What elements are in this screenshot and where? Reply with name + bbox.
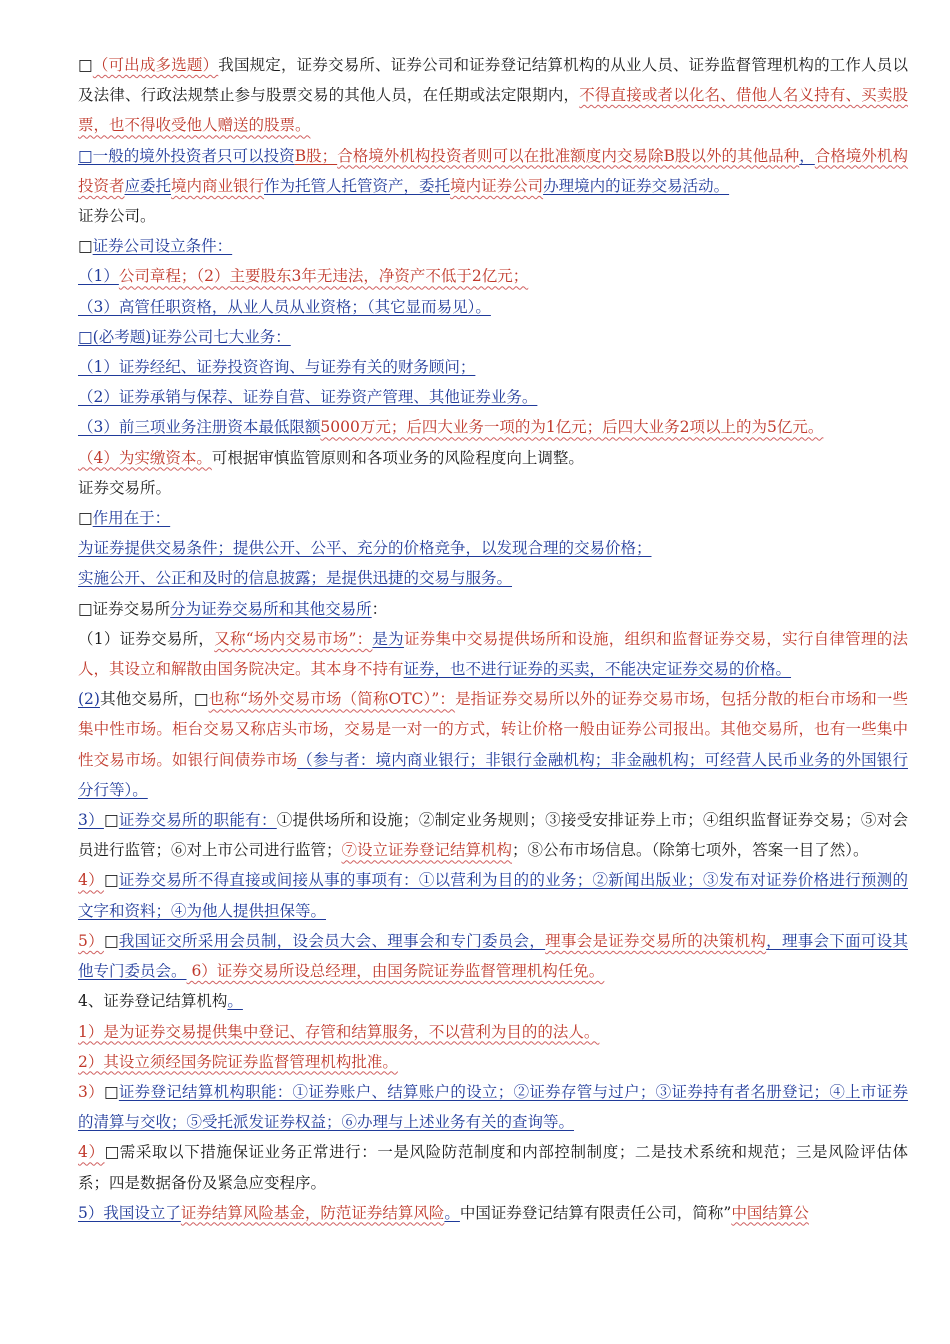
text-run: 实施公开、公正和及时的信息披露；是提供迅捷的交易与服务。	[78, 569, 513, 588]
text-run: □需采取以下措施保证业务正常进行：一是风险防范制度和内部控制制度；二是技术系统和规范；三是风险评估体系；四是数据备份及紧急应变程序。	[78, 1143, 908, 1192]
text-run: 2）其设立须经国务院证券监督管理机构批准。	[78, 1052, 398, 1071]
text-run: 证券交易所。	[78, 478, 172, 497]
text-run: 可根据审慎监管原则和各项业务的风险程度向上调整。	[211, 448, 584, 467]
text-run: 中国结算公	[731, 1203, 809, 1222]
paragraph-p4	[78, 231, 908, 261]
paragraph-p11	[78, 443, 908, 473]
text-run: 境内商业银行	[171, 176, 265, 195]
text-run: 中国证券登记结算有限责任公司，简称”	[459, 1203, 732, 1222]
text-run: 1）是为证券交易提供集中登记、存管和结算服务，不以营利为目的的法人。	[78, 1022, 600, 1041]
text-run: □	[103, 1082, 119, 1101]
text-run: （1）证券交易所，	[78, 629, 215, 648]
text-run: 证券，也不进行证券的买卖，不能决定证券交易的价格。	[403, 660, 792, 679]
paragraph-p21	[78, 926, 908, 986]
paragraph-p8	[78, 352, 908, 382]
text-run: （3）前三项业务注册资本最低限额	[78, 418, 321, 437]
paragraph-p12	[78, 473, 908, 503]
paragraph-p20	[78, 865, 908, 925]
text-run: 也称“场外交易市场（简称OTC）”：	[208, 690, 456, 709]
text-run: 作为托管人托管资产，委托	[264, 176, 451, 195]
text-run: □证券交易所	[78, 599, 171, 618]
text-run: 合格境外机构投资者则可以在批准额度内交易除B股以外的其他品种	[337, 146, 800, 165]
paragraph-p24	[78, 1047, 908, 1077]
text-run: 证券集中交易提供场所和设施，组织和监督证券交易，实行自律管理的法人，其设立和解散由国务院决定。其本身不持有	[78, 629, 908, 679]
text-run: 。	[227, 992, 243, 1011]
paragraph-p3	[78, 201, 908, 231]
text-run: 应委托	[124, 176, 172, 195]
text-run: （3）高管任职资格，从业人员从业资格；（其它显而易见）。	[78, 297, 491, 316]
text-run: 证券交易所的职能有：	[118, 811, 277, 830]
text-run: □	[78, 237, 93, 256]
text-run: ；⑧公布市场信息。（除第七项外，答案一目了然）。	[512, 841, 869, 860]
text-run: ⑦设立证券登记结算机构	[341, 841, 513, 860]
paragraph-p18	[78, 684, 908, 805]
paragraph-p17	[78, 624, 908, 684]
text-run: 4、证券登记结算机构	[78, 992, 228, 1011]
text-run: (2)	[78, 690, 100, 709]
text-run: 证券公司。	[78, 207, 156, 226]
paragraph-p25	[78, 1077, 908, 1137]
text-run: 办理境内的证券交易活动。	[543, 176, 730, 195]
paragraph-p10	[78, 412, 908, 442]
text-run: 公司章程；（2）主要股东3年无违法，净资产不低于2亿元；	[118, 267, 529, 286]
paragraph-p7	[78, 322, 908, 352]
text-run: 5）	[78, 931, 104, 950]
paragraph-p26	[78, 1137, 908, 1197]
text-run: 其他交易所，□	[99, 690, 209, 709]
paragraph-p13	[78, 503, 908, 533]
text-run: （1）	[78, 267, 119, 286]
text-run: 6）证券交易所设总经理，由国务院证券监督管理机构任免。	[186, 962, 605, 981]
paragraph-p1	[78, 50, 908, 141]
paragraph-p6	[78, 292, 908, 322]
text-run: □	[103, 931, 119, 950]
text-run: 4）	[78, 871, 104, 890]
text-run: 5）我国设立了	[78, 1203, 181, 1222]
paragraph-p14	[78, 533, 908, 563]
text-run: 5000万元；后四大业务一项的为1亿元；后四大业务2项以上的为5亿元。	[320, 418, 824, 437]
text-run: 是为	[372, 629, 404, 648]
paragraph-p16	[78, 594, 908, 624]
text-run: 又称“场内交易市场”：	[214, 629, 373, 648]
text-run: 为证券提供交易条件；提供公开、公平、充分的价格竞争，以发现合理的交易价格；	[78, 539, 652, 558]
text-run: 合格境外机构投资者	[78, 146, 908, 195]
text-run: 我国证交所采用会员制，设会员大会、理事会和专门委员会，	[118, 931, 546, 950]
text-run: （2）证券承销与保荐、证券自营、证券资产管理、其他证券业务。	[78, 388, 538, 407]
text-run: □	[103, 811, 119, 830]
text-run: 4）	[78, 1143, 105, 1162]
text-run: 证券公司设立条件：	[92, 237, 233, 256]
text-run: 理事会是证券交易所的决策机构	[545, 931, 767, 950]
text-run: ，	[799, 146, 815, 165]
text-run: 证券交易所不得直接或间接从事的事项有：①以营利为目的的业务；②新闻出版业；③发布对证券价格进行预测的文字和资料；④为他人提供担保等。	[78, 871, 908, 920]
paragraph-p23	[78, 1017, 908, 1047]
text-run: 。	[444, 1203, 460, 1222]
text-run: 证券登记结算机构职能：①证券账户、结算账户的设立；②证券存管与过户；③证券持有者名册登记；④上市证券的清算与交收；⑤受托派发证券权益；⑥办理与上述业务有关的查询等。	[78, 1082, 908, 1132]
paragraph-p2	[78, 141, 908, 201]
text-run: 3）	[78, 1082, 104, 1101]
paragraph-p22	[78, 986, 908, 1016]
document-body	[78, 50, 908, 1228]
paragraph-p27	[78, 1198, 908, 1228]
text-run: 是指证券交易所以外的证券交易市场，包括分散的柜台市场和一些集中性市场。柜台交易又称店头市场，交易是一对一的方式，转让价格一般由证券公司报出。其他交易所，也有一些集中性交易市场。如银行间债券市场	[78, 690, 908, 769]
text-run: 3）	[78, 811, 104, 830]
text-run: ：	[371, 599, 388, 618]
text-run: 我国规定，证券交易所、证券公司和证券登记结算机构的从业人员、证券监督管理机构的工作人员以及法律、行政法规禁止参与股票交易的其他人员，在任期或法定限期内，	[78, 56, 908, 105]
text-run: ①提供场所和设施；②制定业务规则；③接受安排证券上市；④组织监督证券交易；⑤对会员进行监管；⑥对上市公司进行监管；	[78, 811, 908, 860]
text-run: （可出成多选题）	[92, 56, 219, 74]
text-run: （4）为实缴资本。	[78, 448, 212, 467]
text-run: 不得直接或者以化名、借他人名义持有、买卖股票，也不得收受他人赠送的股票。	[78, 86, 908, 135]
text-run: □一般的境外投资者只可以投资	[78, 146, 295, 165]
paragraph-p15	[78, 563, 908, 593]
text-run: （1）证券经纪、证券投资咨询、与证券有关的财务顾问；	[78, 358, 476, 377]
text-run: ，理事会下面可设其他专门委员会。	[78, 931, 908, 981]
text-run: □	[78, 509, 93, 528]
text-run: □	[103, 871, 119, 890]
text-run: □(必考题)证券公司七大业务：	[78, 327, 291, 346]
text-run: 作用在于：	[92, 509, 171, 528]
text-run: 分为证券交易所和其他交易所	[170, 599, 372, 618]
paragraph-p19	[78, 805, 908, 865]
text-run: B股；	[294, 146, 338, 165]
paragraph-p9	[78, 382, 908, 412]
text-run: □	[78, 56, 93, 74]
text-run: 境内证券公司	[450, 176, 544, 195]
text-run: 证券结算风险基金，防范证券结算风险	[180, 1203, 445, 1222]
paragraph-p5	[78, 261, 908, 291]
text-run: （参与者：境内商业银行；非银行金融机构；非金融机构；可经营人民币业务的外国银行分行等）。	[78, 750, 908, 799]
